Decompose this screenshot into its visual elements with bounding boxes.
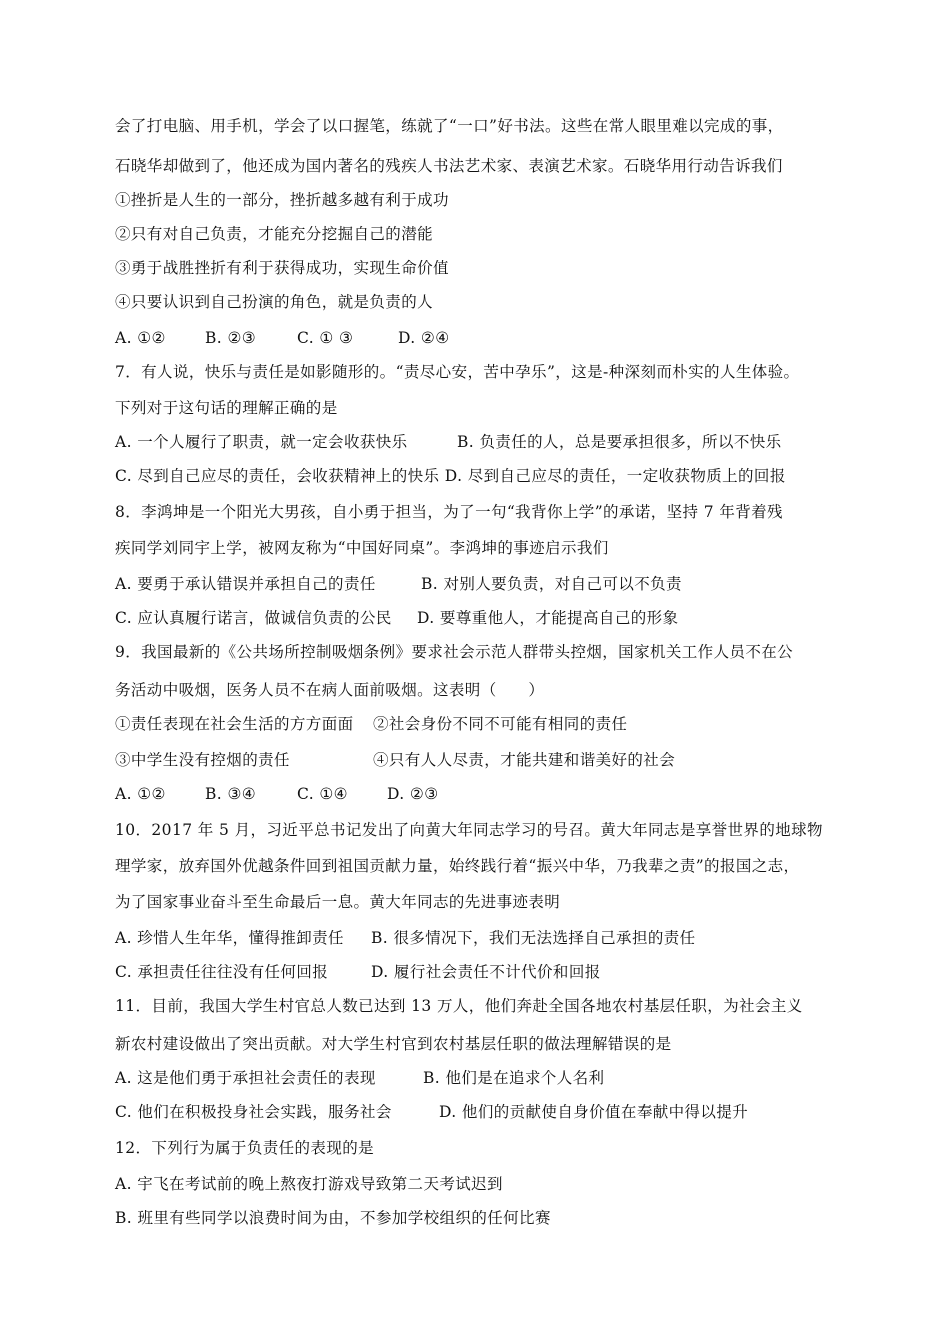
q10-option-a: A. 珍惜人生年华，懂得推卸责任 [115, 929, 344, 947]
q9-option-c: C. ①④ [297, 785, 348, 803]
q12-option-b: B. 班里有些同学以浪费时间为由，不参加学校组织的任何比赛 [115, 1209, 551, 1227]
q11-option-c: C. 他们在积极投身社会实践，服务社会 [115, 1103, 392, 1121]
q9-item-2: ②社会身份不同不可能有相同的责任 [373, 715, 628, 733]
q9-option-a: A. ①② [115, 785, 166, 803]
q10-option-c: C. 承担责任往往没有任何回报 [115, 963, 329, 981]
q9-item-3: ③中学生没有控烟的责任 [115, 751, 290, 769]
q8-option-c: C. 应认真履行诺言，做诚信负责的公民 [115, 609, 392, 627]
q12-stem: 12．下列行为属于负责任的表现的是 [115, 1139, 375, 1157]
intro-item-3: ③勇于战胜挫折有利于获得成功，实现生命价值 [115, 259, 449, 277]
q11-option-d: D. 他们的贡献使自身价值在奉献中得以提升 [439, 1103, 749, 1121]
q9-option-d: D. ②③ [387, 785, 439, 803]
q10-option-b: B. 很多情况下，我们无法选择自己承担的责任 [371, 929, 696, 947]
intro-line-1: 会了打电脑、用手机，学会了以口握笔，练就了“一口”好书法。这些在常人眼里难以完成的事， [115, 117, 784, 135]
intro-option-c: C. ① ③ [297, 329, 354, 347]
q11-stem-2: 新农村建设做出了突出贡献。对大学生村官到农村基层任职的做法理解错误的是 [115, 1035, 672, 1053]
q10-option-d: D. 履行社会责任不计代价和回报 [371, 963, 601, 981]
q10-stem-1: 10．2017 年 5 月，习近平总书记发出了向黄大年同志学习的号召。黄大年同志是享誉世界的地球物 [115, 821, 823, 839]
q10-stem-3: 为了国家事业奋斗至生命最后一息。黄大年同志的先进事迹表明 [115, 893, 561, 911]
q7-options-cd: C. 尽到自己应尽的责任，会收获精神上的快乐 D. 尽到自己应尽的责任，一定收获物质上的回报 [115, 467, 786, 485]
intro-item-2: ②只有对自己负责，才能充分挖掘自己的潜能 [115, 225, 434, 243]
q7-stem-1: 7．有人说，快乐与责任是如影随形的。“责尽心安，苦中孕乐”，这是-种深刻而朴实的人生体验。 [115, 363, 800, 381]
q8-stem-1: 8．李鸿坤是一个阳光大男孩，自小勇于担当，为了一句“我背你上学”的承诺，坚持 7 年背着残 [115, 503, 783, 521]
q7-option-a: A. 一个人履行了职责，就一定会收获快乐 [115, 433, 408, 451]
intro-line-2: 石晓华却做到了，他还成为国内著名的残疾人书法艺术家、表演艺术家。石晓华用行动告诉我们 [115, 157, 783, 175]
q11-option-a: A. 这是他们勇于承担社会责任的表现 [115, 1069, 376, 1087]
q7-stem-2: 下列对于这句话的理解正确的是 [115, 399, 338, 417]
q10-stem-2: 理学家，放弃国外优越条件回到祖国贡献力量，始终践行着“振兴中华，乃我辈之责”的报国之志， [115, 857, 800, 875]
q9-item-1: ①责任表现在社会生活的方方面面 [115, 715, 354, 733]
q9-stem-2: 务活动中吸烟，医务人员不在病人面前吸烟。这表明（ ） [115, 681, 545, 699]
intro-option-b: B. ②③ [205, 329, 257, 347]
q9-stem-1: 9．我国最新的《公共场所控制吸烟条例》要求社会示范人群带头控烟，国家机关工作人员不在公 [115, 643, 794, 661]
q8-option-a: A. 要勇于承认错误并承担自己的责任 [115, 575, 376, 593]
q8-option-d: D. 要尊重他人，才能提高自己的形象 [417, 609, 679, 627]
q7-option-b: B. 负责任的人，总是要承担很多，所以不快乐 [457, 433, 782, 451]
q8-option-b: B. 对别人要负责，对自己可以不负责 [421, 575, 682, 593]
q9-item-4: ④只有人人尽责，才能共建和谐美好的社会 [373, 751, 676, 769]
intro-item-4: ④只要认识到自己扮演的角色，就是负责的人 [115, 293, 434, 311]
q11-option-b: B. 他们是在追求个人名利 [423, 1069, 605, 1087]
intro-option-d: D. ②④ [398, 329, 450, 347]
q9-option-b: B. ③④ [205, 785, 257, 803]
intro-item-1: ①挫折是人生的一部分，挫折越多越有利于成功 [115, 191, 449, 209]
q11-stem-1: 11．目前，我国大学生村官总人数已达到 13 万人，他们奔赴全国各地农村基层任职，为社会主义 [115, 997, 803, 1015]
q8-stem-2: 疾同学刘同宇上学，被网友称为“中国好同桌”。李鸿坤的事迹启示我们 [115, 539, 609, 557]
q12-option-a: A. 宇飞在考试前的晚上熬夜打游戏导致第二天考试迟到 [115, 1175, 503, 1193]
intro-option-a: A. ①② [115, 329, 166, 347]
